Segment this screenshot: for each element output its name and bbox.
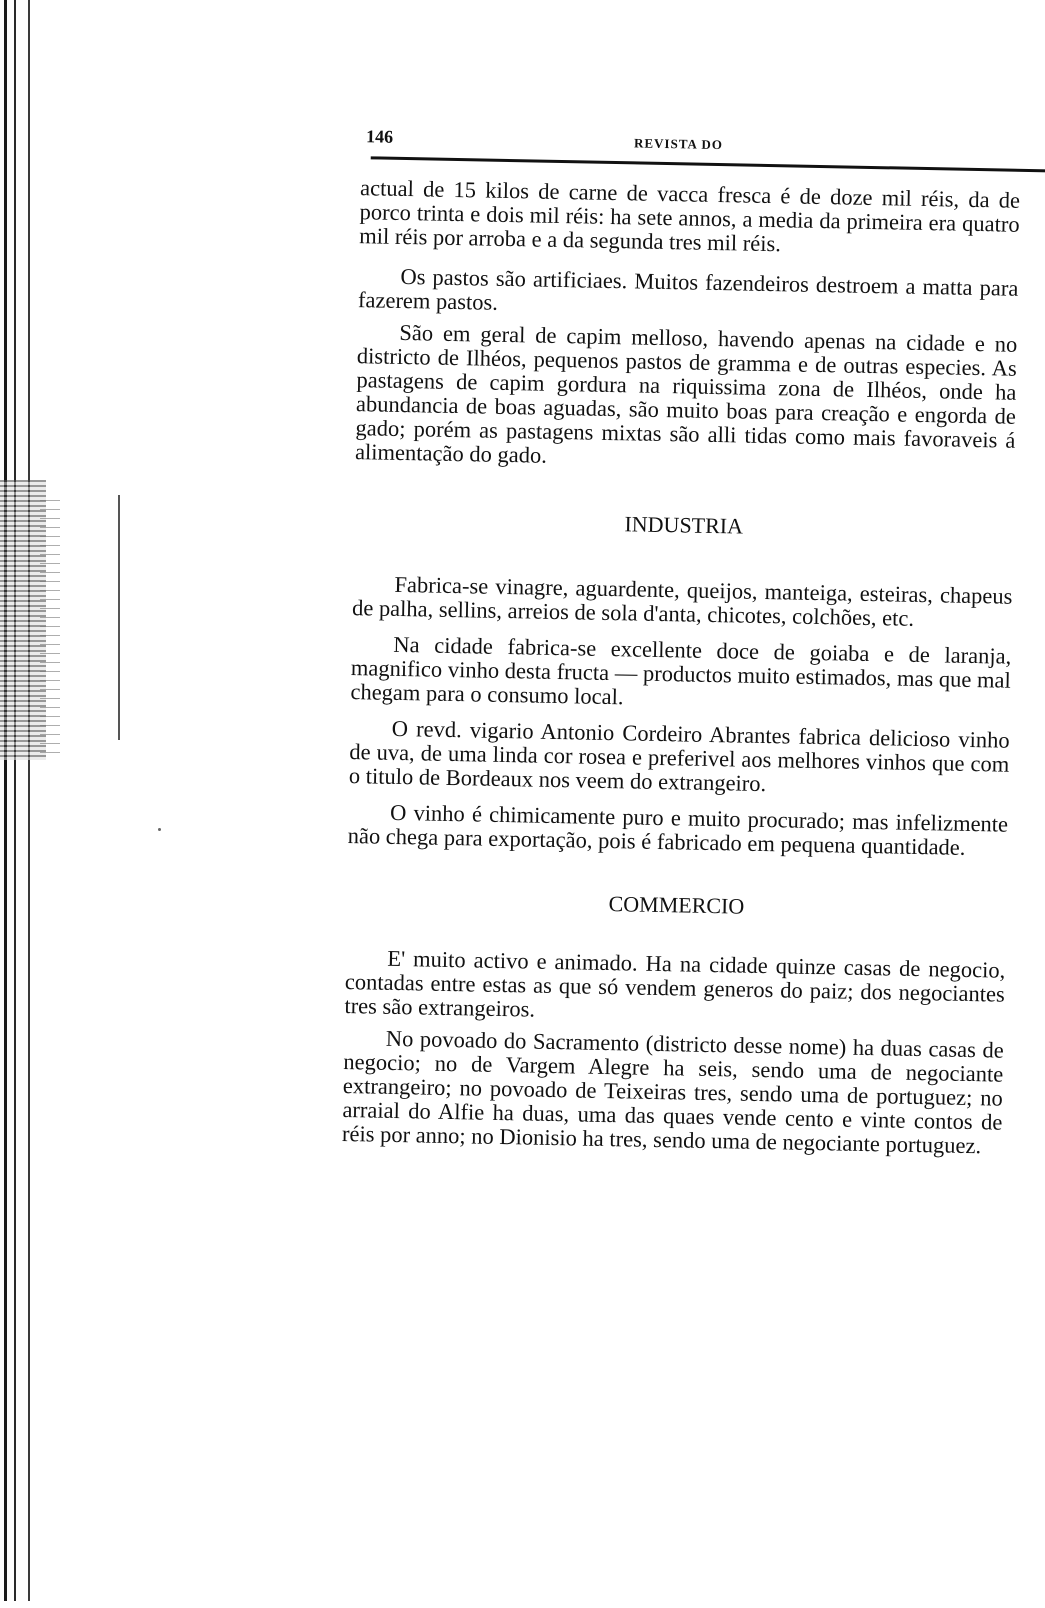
- paragraph: Fabrica-se vinagre, aguardente, queijos, manteiga, esteiras, chapeus de palha, sellins, arreios de sola d'anta, chicotes, colchões, etc.: [351, 571, 1013, 631]
- page-number: 146: [365, 126, 394, 147]
- paragraph: E' muito activo e animado. Ha na cidade quinze casas de negocio, contadas entre estas as que só vendem generos do paiz; dos negociantes tres são extrangeiros.: [344, 945, 1006, 1022]
- paragraph: Os pastos são artificiaes. Muitos fazendeiros destroem a matta para fazerem pastos.: [357, 263, 1019, 315]
- paragraph: actual de 15 kilos de carne de vacca fresca é de doze mil réis, da de porco trinta e dois mil réis: ha sete annos, a media da primeira era quatro mil réis por arroba e a da segunda tres mil réis.: [359, 175, 1021, 257]
- paragraph: No povoado do Sacramento (districto desse nome) ha duas casas de negocio; no de Vargem Alegre ha seis, sendo uma de negociante extrangeiro; no povoado de Teixeiras tres, sendo uma de portuguez; no arraial do Alfie ha duas, uma das quaes vende cento e vinte contos de réis por anno; no Dionisio ha tres, sendo uma de negociante portuguez.: [341, 1025, 1004, 1159]
- section-title-commercio: COMMERCIO: [608, 891, 745, 919]
- paragraph: Na cidade fabrica-se excellente doce de goiaba e de laranja, magnifico vinho desta fructa — productos muito estimados, mas que mal chegam para o consumo local.: [350, 631, 1012, 710]
- paragraph: O vinho é chimicamente puro e muito procurado; mas infelizmente não chega para exportação, pois é fabricado em pequena quantidade.: [347, 799, 1009, 860]
- paragraph: O revd. vigario Antonio Cordeiro Abrantes fabrica delicioso vinho de uva, de uma linda cor rosea e preferivel aos melhores vinhos que com o titulo de Bordeaux nos veem do extrangeiro.: [348, 715, 1010, 797]
- running-title: REVISTA DO: [633, 135, 724, 153]
- body-text: [342, 176, 1020, 1158]
- paragraph: São em geral de capim melloso, havendo apenas na cidade e no districto de Ilhéos, pequenos pastos de gramma e de outras especies. As pastagens de capim gordura na riquissima zona de Ilhéos, onde ha abundancia de boas aguadas, são muito boas para creação e engorda de gado; porém as pastagens mixtas são alli tidas como mais favoraveis á alimentação do gado.: [354, 319, 1018, 468]
- section-title-industria: INDUSTRIA: [624, 511, 744, 539]
